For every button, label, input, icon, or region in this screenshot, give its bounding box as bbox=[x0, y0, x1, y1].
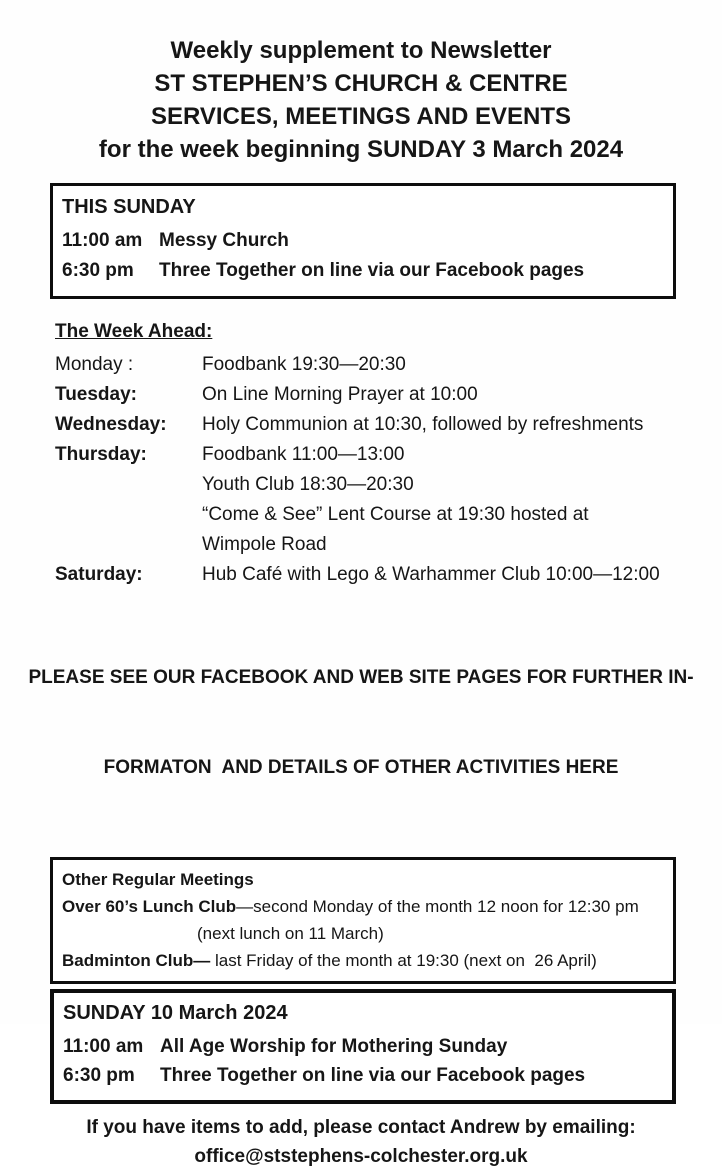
event-time: 11:00 am bbox=[62, 230, 143, 251]
contact-email: office@ststephens-colchester.org.uk bbox=[194, 1146, 528, 1167]
event-row bbox=[63, 1063, 664, 1088]
lunch-club-name: Over 60’s Lunch Club bbox=[62, 897, 237, 916]
day-label bbox=[55, 530, 202, 560]
next-sunday-box bbox=[50, 989, 676, 1104]
facebook-notice bbox=[0, 603, 722, 843]
week-ahead-row bbox=[55, 350, 702, 380]
day-label bbox=[55, 500, 202, 530]
this-sunday-box bbox=[50, 183, 676, 299]
contact-instruction: If you have items to add, please contact Andrew by emailing: bbox=[86, 1117, 636, 1138]
day-label bbox=[55, 470, 202, 500]
next-sunday-title: SUNDAY 10 March 2024 bbox=[63, 1002, 288, 1024]
contact-footer bbox=[0, 1113, 722, 1171]
day-label: Tuesday: bbox=[55, 384, 138, 405]
week-ahead-section bbox=[55, 319, 702, 590]
badminton-club-name: Badminton Club— bbox=[62, 951, 211, 970]
event-row bbox=[62, 258, 665, 283]
this-sunday-title: THIS SUNDAY bbox=[62, 196, 196, 218]
page-header bbox=[0, 0, 722, 166]
event-row bbox=[62, 228, 665, 253]
badminton-club-line bbox=[62, 947, 665, 974]
header-line-church-name: ST STEPHEN’S CHURCH & CENTRE bbox=[154, 70, 568, 97]
week-ahead-row bbox=[55, 380, 702, 410]
week-ahead-row bbox=[55, 470, 702, 500]
day-label: Thursday: bbox=[55, 444, 147, 465]
notice-line-1: PLEASE SEE OUR FACEBOOK AND WEB SITE PAGES FOR FURTHER IN- bbox=[28, 667, 694, 688]
day-events: Foodbank 19:30—20:30 bbox=[202, 354, 406, 375]
day-label: Saturday: bbox=[55, 564, 143, 585]
day-events: Hub Café with Lego & Warhammer Club 10:00—12:00 bbox=[202, 564, 660, 585]
other-meetings-title: Other Regular Meetings bbox=[62, 870, 254, 889]
day-events: “Come & See” Lent Course at 19:30 hosted at bbox=[202, 504, 589, 525]
notice-line-2: FORMATON AND DETAILS OF OTHER ACTIVITIES HERE bbox=[103, 757, 619, 778]
header-line-supplement: Weekly supplement to Newsletter bbox=[170, 37, 552, 64]
event-description: Three Together on line via our Facebook pages bbox=[159, 260, 585, 281]
lunch-club-details: —second Monday of the month 12 noon for 12:30 pm bbox=[236, 897, 639, 916]
day-events: On Line Morning Prayer at 10:00 bbox=[202, 384, 478, 405]
week-ahead-row bbox=[55, 410, 702, 440]
header-line-week-beginning: for the week beginning SUNDAY 3 March 2024 bbox=[98, 136, 624, 163]
header-line-services: SERVICES, MEETINGS AND EVENTS bbox=[150, 103, 572, 130]
week-ahead-row bbox=[55, 530, 702, 560]
week-ahead-row bbox=[55, 560, 702, 590]
other-meetings-box bbox=[50, 857, 676, 984]
day-label: Monday : bbox=[55, 354, 134, 375]
week-ahead-title: The Week Ahead: bbox=[55, 321, 213, 342]
event-time: 6:30 pm bbox=[63, 1065, 135, 1086]
week-ahead-row bbox=[55, 500, 702, 530]
lunch-club-line bbox=[62, 893, 665, 920]
event-description: All Age Worship for Mothering Sunday bbox=[160, 1036, 508, 1057]
day-events: Youth Club 18:30—20:30 bbox=[202, 474, 414, 495]
badminton-club-details: last Friday of the month at 19:30 (next on 26 April) bbox=[210, 951, 597, 970]
lunch-club-next-date: (next lunch on 11 March) bbox=[197, 924, 384, 943]
day-events: Foodbank 11:00—13:00 bbox=[202, 444, 405, 465]
week-ahead-row bbox=[55, 440, 702, 470]
event-description: Messy Church bbox=[159, 230, 289, 251]
day-events: Holy Communion at 10:30, followed by refreshments bbox=[202, 414, 644, 435]
event-row bbox=[63, 1034, 664, 1059]
event-time: 11:00 am bbox=[63, 1036, 144, 1057]
day-events: Wimpole Road bbox=[202, 534, 327, 555]
day-label: Wednesday: bbox=[55, 414, 167, 435]
event-description: Three Together on line via our Facebook pages bbox=[160, 1065, 586, 1086]
event-time: 6:30 pm bbox=[62, 260, 134, 281]
